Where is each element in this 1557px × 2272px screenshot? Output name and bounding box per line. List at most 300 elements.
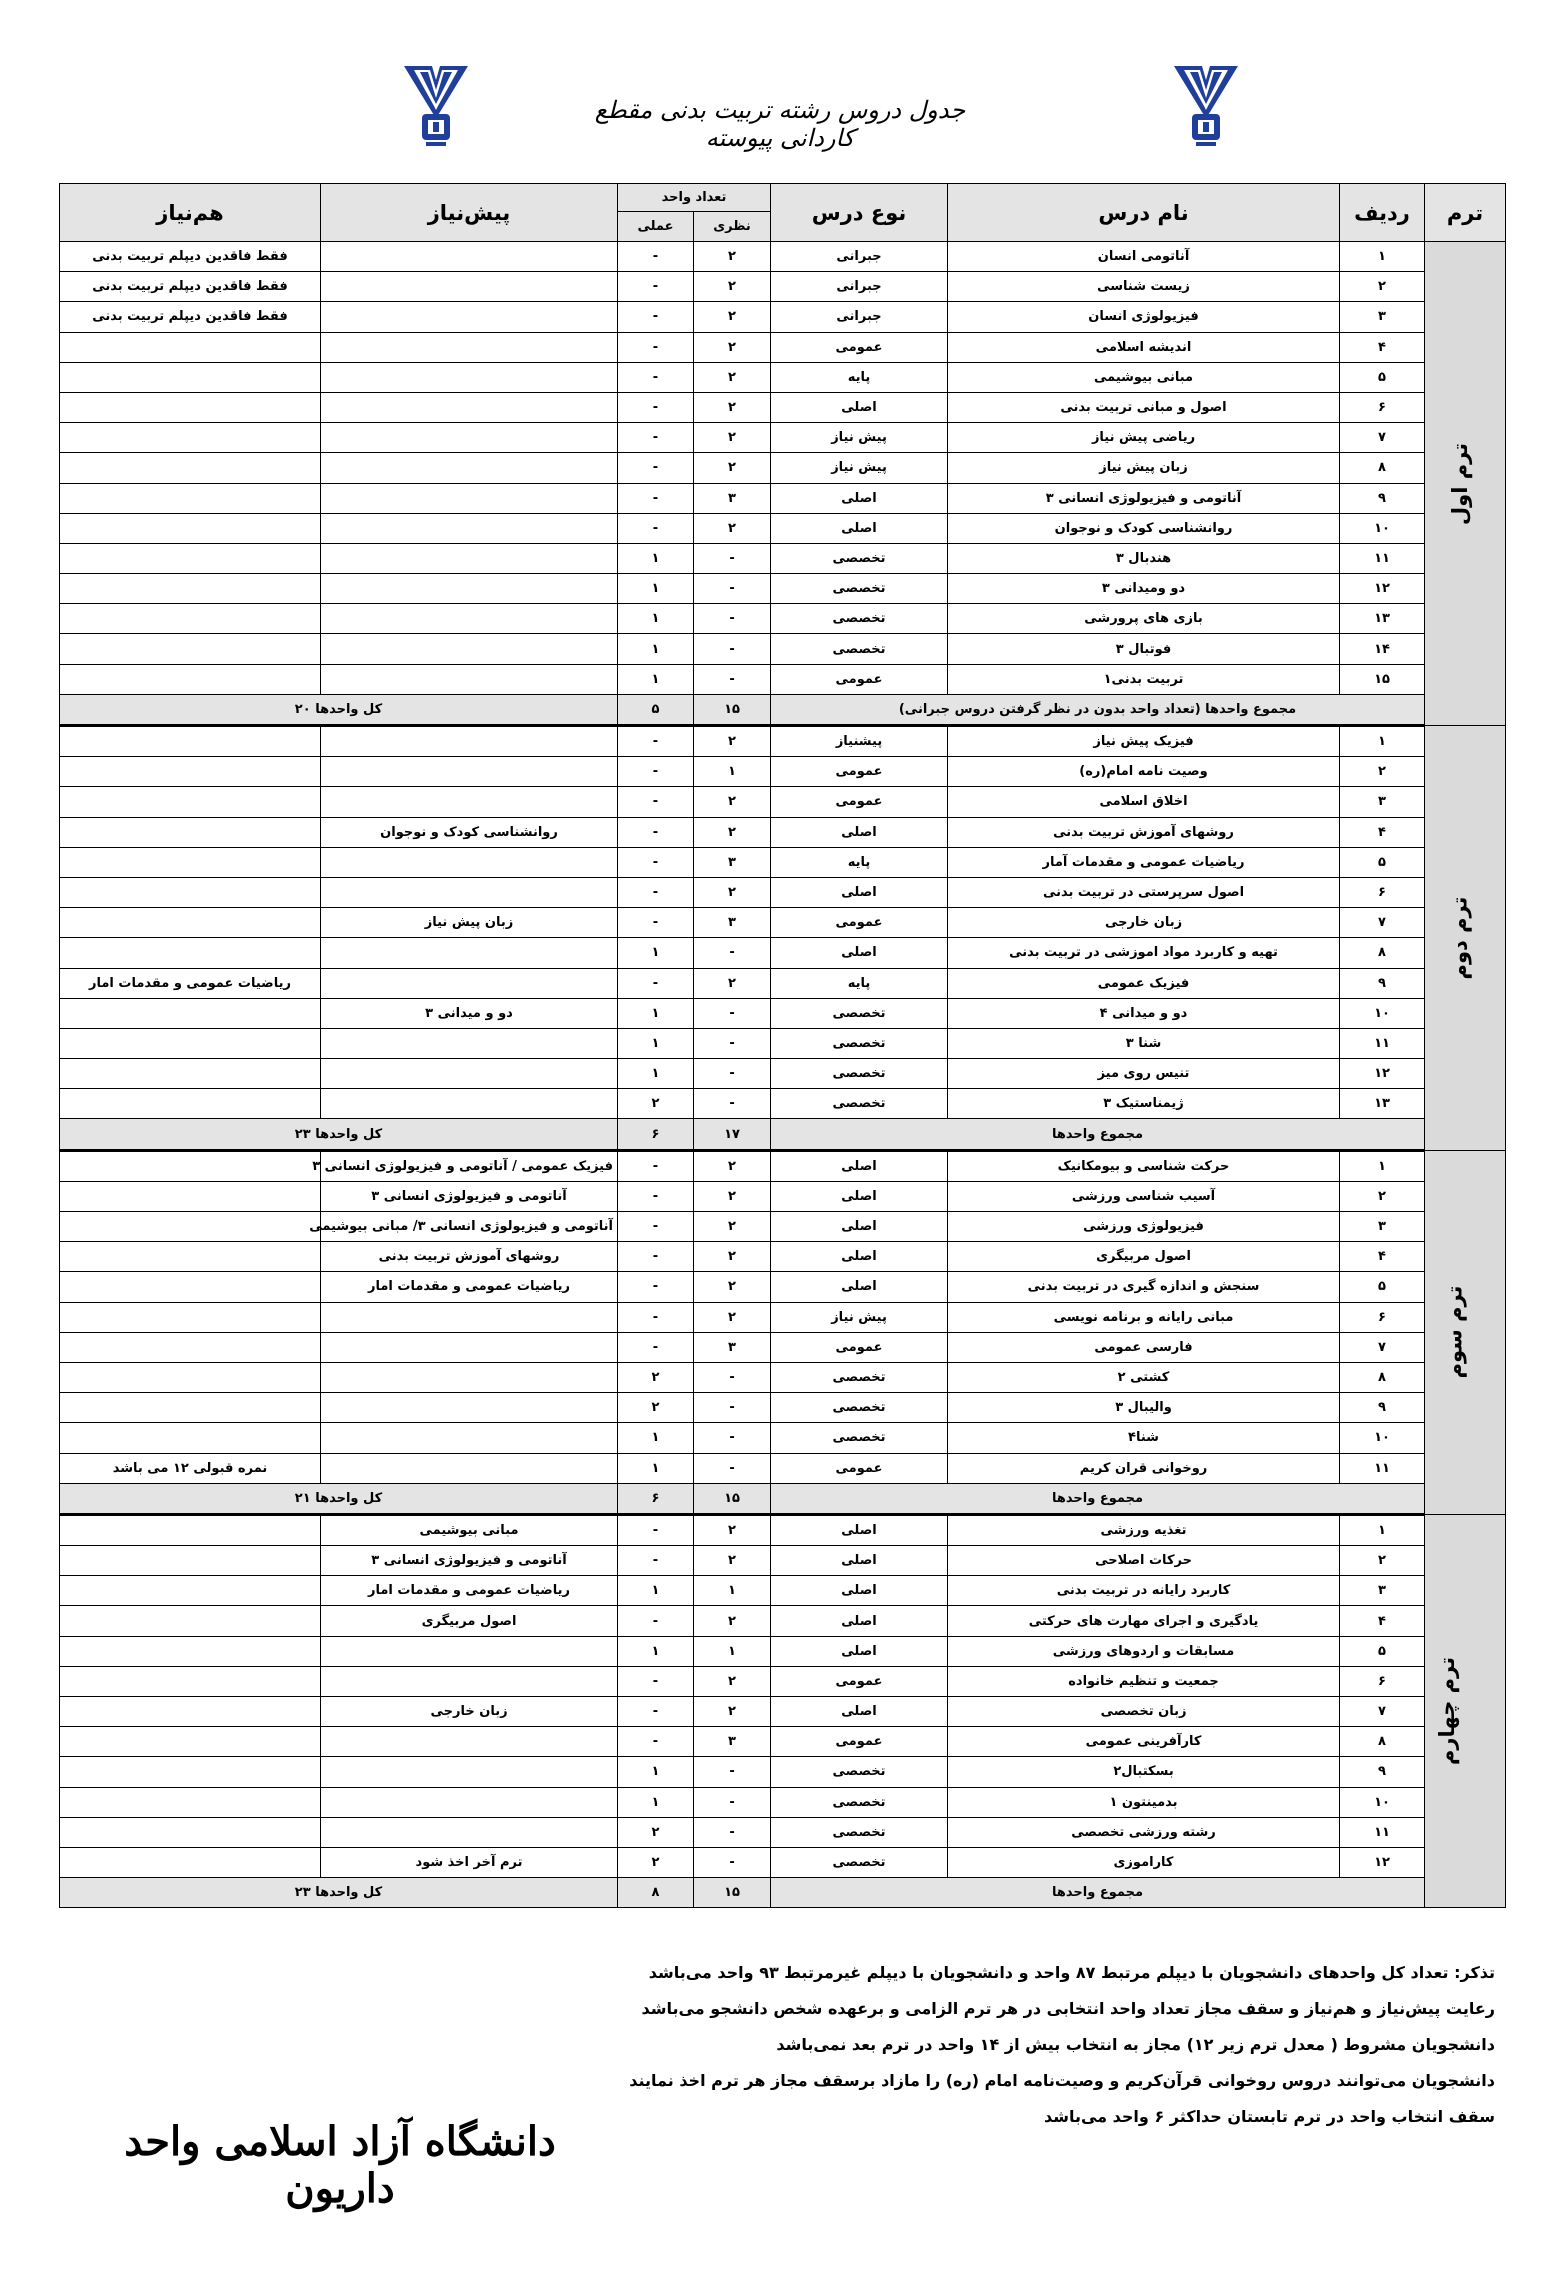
- course-type: عمومی: [771, 664, 948, 694]
- theory-units: -: [694, 1028, 771, 1058]
- table-row: [60, 1028, 1506, 1058]
- corequisite: فقط فاقدین دیپلم تربیت بدنی: [60, 242, 321, 272]
- theory-units: ۲: [694, 1697, 771, 1727]
- summary-practical: ۵: [618, 694, 694, 725]
- course-type: تخصصی: [771, 1393, 948, 1423]
- course-name: ژیمناستیک ۳: [948, 1089, 1340, 1119]
- row-number: ۶: [1340, 1666, 1425, 1696]
- theory-units: ۲: [694, 453, 771, 483]
- table-row: [60, 423, 1506, 453]
- course-name: مبانی رایانه و برنامه نویسی: [948, 1302, 1340, 1332]
- practical-units: ۱: [618, 938, 694, 968]
- theory-units: ۳: [694, 483, 771, 513]
- summary-total: کل واحدها ۲۰: [60, 694, 618, 725]
- table-row: [60, 1787, 1506, 1817]
- prerequisite: آناتومی و فیزیولوژی انسانی ۳: [321, 1181, 618, 1211]
- summary-label: مجموع واحدها: [771, 1878, 1425, 1908]
- prerequisite: فیزیک عمومی / آناتومی و فیزیولوژی انسانی ۳: [321, 1150, 618, 1181]
- row-number: ۱۱: [1340, 1453, 1425, 1483]
- theory-units: ۳: [694, 1727, 771, 1757]
- table-row: [60, 726, 1506, 757]
- course-name: فیزیولوژی انسان: [948, 302, 1340, 332]
- practical-units: -: [618, 1212, 694, 1242]
- corequisite: [60, 1847, 321, 1877]
- corequisite: [60, 513, 321, 543]
- course-name: تنیس روی میز: [948, 1059, 1340, 1089]
- table-row: [60, 1393, 1506, 1423]
- course-name: کاربرد رایانه در تربیت بدنی: [948, 1576, 1340, 1606]
- theory-units: -: [694, 1847, 771, 1877]
- theory-units: -: [694, 1423, 771, 1453]
- summary-theory: ۱۷: [694, 1119, 771, 1150]
- theory-units: ۲: [694, 1150, 771, 1181]
- table-row: [60, 1332, 1506, 1362]
- summary-total: کل واحدها ۲۱: [60, 1483, 618, 1514]
- course-type: اصلی: [771, 1636, 948, 1666]
- notes-section: [560, 1955, 1495, 2135]
- course-type: اصلی: [771, 1546, 948, 1576]
- prerequisite: [321, 543, 618, 573]
- note-line: دانشجویان مشروط ( معدل ترم زیر ۱۲) مجاز به انتخاب بیش از ۱۴ واحد در ترم بعد نمی‌باشد: [776, 2035, 1495, 2054]
- theory-units: ۳: [694, 847, 771, 877]
- summary-total: کل واحدها ۲۳: [60, 1119, 618, 1150]
- row-number: ۳: [1340, 1576, 1425, 1606]
- row-number: ۸: [1340, 938, 1425, 968]
- course-type: تخصصی: [771, 1089, 948, 1119]
- theory-units: ۱: [694, 1576, 771, 1606]
- corequisite: [60, 483, 321, 513]
- row-number: ۲: [1340, 272, 1425, 302]
- course-type: عمومی: [771, 1332, 948, 1362]
- row-number: ۱: [1340, 1514, 1425, 1545]
- table-row: [60, 513, 1506, 543]
- row-number: ۱۲: [1340, 1847, 1425, 1877]
- course-type: جبرانی: [771, 302, 948, 332]
- course-type: تخصصی: [771, 1423, 948, 1453]
- course-type: اصلی: [771, 877, 948, 907]
- course-type: پیش نیاز: [771, 1302, 948, 1332]
- practical-units: -: [618, 847, 694, 877]
- corequisite: [60, 1302, 321, 1332]
- theory-units: ۲: [694, 392, 771, 422]
- row-number: ۹: [1340, 968, 1425, 998]
- summary-label: مجموع واحدها: [771, 1483, 1425, 1514]
- term-label: [1425, 1514, 1506, 1907]
- header-theory: نظری: [694, 212, 771, 242]
- table-row: [60, 1847, 1506, 1877]
- course-name: یادگیری و اجرای مهارت های حرکتی: [948, 1606, 1340, 1636]
- prerequisite: [321, 392, 618, 422]
- course-type: اصلی: [771, 1212, 948, 1242]
- practical-units: -: [618, 968, 694, 998]
- practical-units: ۱: [618, 1423, 694, 1453]
- theory-units: -: [694, 1453, 771, 1483]
- row-number: ۱۴: [1340, 634, 1425, 664]
- course-name: روخوانی قران کریم: [948, 1453, 1340, 1483]
- practical-units: -: [618, 1546, 694, 1576]
- corequisite: ریاضیات عمومی و مقدمات امار: [60, 968, 321, 998]
- term-name: ترم اول: [1447, 442, 1472, 525]
- theory-units: ۲: [694, 1272, 771, 1302]
- row-number: ۶: [1340, 392, 1425, 422]
- theory-units: ۳: [694, 908, 771, 938]
- table-row: [60, 817, 1506, 847]
- header-course-name: نام درس: [948, 184, 1340, 242]
- course-name: هندبال ۳: [948, 543, 1340, 573]
- course-name: آسیب شناسی ورزشی: [948, 1181, 1340, 1211]
- table-row: [60, 1089, 1506, 1119]
- prerequisite: [321, 1362, 618, 1392]
- header-prerequisite: پیش‌نیاز: [321, 184, 618, 242]
- row-number: ۴: [1340, 1606, 1425, 1636]
- row-number: ۱۱: [1340, 1028, 1425, 1058]
- table-row: [60, 1514, 1506, 1545]
- table-row: [60, 1757, 1506, 1787]
- practical-units: ۲: [618, 1847, 694, 1877]
- practical-units: -: [618, 302, 694, 332]
- corequisite: [60, 1089, 321, 1119]
- header-practical: عملی: [618, 212, 694, 242]
- practical-units: -: [618, 1666, 694, 1696]
- practical-units: -: [618, 1606, 694, 1636]
- prerequisite: [321, 938, 618, 968]
- theory-units: ۲: [694, 242, 771, 272]
- table-row: [60, 1242, 1506, 1272]
- prerequisite: زبان پیش نیاز: [321, 908, 618, 938]
- practical-units: -: [618, 332, 694, 362]
- course-type: عمومی: [771, 1666, 948, 1696]
- course-name: آناتومی و فیزیولوژی انسانی ۳: [948, 483, 1340, 513]
- course-type: پیشنیاز: [771, 726, 948, 757]
- corequisite: [60, 1181, 321, 1211]
- prerequisite: [321, 574, 618, 604]
- practical-units: -: [618, 1272, 694, 1302]
- row-number: ۷: [1340, 1332, 1425, 1362]
- practical-units: ۲: [618, 1089, 694, 1119]
- corequisite: [60, 877, 321, 907]
- course-name: فیزیولوژی ورزشی: [948, 1212, 1340, 1242]
- summary-theory: ۱۵: [694, 694, 771, 725]
- theory-units: ۲: [694, 1546, 771, 1576]
- prerequisite: ریاضیات عمومی و مقدمات امار: [321, 1576, 618, 1606]
- course-type: پیش نیاز: [771, 423, 948, 453]
- course-name: حرکت شناسی و بیومکانیک: [948, 1150, 1340, 1181]
- azad-university-emblem-icon: [1170, 62, 1242, 154]
- course-type: اصلی: [771, 1697, 948, 1727]
- corequisite: [60, 1028, 321, 1058]
- course-name: دو ومیدانی ۳: [948, 574, 1340, 604]
- table-row: [60, 664, 1506, 694]
- course-name: کشتی ۲: [948, 1362, 1340, 1392]
- theory-units: -: [694, 604, 771, 634]
- corequisite: [60, 634, 321, 664]
- row-number: ۱۰: [1340, 1787, 1425, 1817]
- course-name: مبانی بیوشیمی: [948, 362, 1340, 392]
- prerequisite: [321, 726, 618, 757]
- corequisite: [60, 332, 321, 362]
- table-row: [60, 968, 1506, 998]
- row-number: ۳: [1340, 787, 1425, 817]
- table-row: [60, 1272, 1506, 1302]
- row-number: ۴: [1340, 1242, 1425, 1272]
- practical-units: -: [618, 1514, 694, 1545]
- prerequisite: [321, 1727, 618, 1757]
- row-number: ۷: [1340, 423, 1425, 453]
- theory-units: -: [694, 1787, 771, 1817]
- prerequisite: [321, 483, 618, 513]
- table-row: [60, 634, 1506, 664]
- row-number: ۹: [1340, 1393, 1425, 1423]
- course-name: اصول سرپرستی در تربیت بدنی: [948, 877, 1340, 907]
- course-type: تخصصی: [771, 1028, 948, 1058]
- practical-units: -: [618, 1332, 694, 1362]
- course-type: عمومی: [771, 332, 948, 362]
- row-number: ۵: [1340, 362, 1425, 392]
- theory-units: ۲: [694, 302, 771, 332]
- course-name: تهیه و کاربرد مواد اموزشی در تربیت بدنی: [948, 938, 1340, 968]
- term-label: [1425, 242, 1506, 726]
- prerequisite: [321, 453, 618, 483]
- course-type: عمومی: [771, 787, 948, 817]
- corequisite: [60, 1727, 321, 1757]
- theory-units: ۲: [694, 1302, 771, 1332]
- course-name: اصول و مبانی تربیت بدنی: [948, 392, 1340, 422]
- corequisite: [60, 787, 321, 817]
- corequisite: [60, 1697, 321, 1727]
- practical-units: -: [618, 726, 694, 757]
- course-type: تخصصی: [771, 1757, 948, 1787]
- table-row: [60, 1666, 1506, 1696]
- note-line: رعایت پیش‌نیاز و هم‌نیاز و سقف مجاز تعداد واحد انتخابی در هر ترم الزامی و برعهده شخص دانشجو می‌باشد: [641, 1999, 1495, 2018]
- summary-practical: ۶: [618, 1119, 694, 1150]
- course-name: اصول مربیگری: [948, 1242, 1340, 1272]
- practical-units: -: [618, 757, 694, 787]
- theory-units: ۱: [694, 757, 771, 787]
- course-type: اصلی: [771, 1181, 948, 1211]
- table-row: [60, 1212, 1506, 1242]
- prerequisite: روشهای آموزش تربیت بدنی: [321, 1242, 618, 1272]
- course-name: جمعیت و تنظیم خانواده: [948, 1666, 1340, 1696]
- practical-units: ۲: [618, 1817, 694, 1847]
- practical-units: ۲: [618, 1362, 694, 1392]
- course-name: والیبال ۳: [948, 1393, 1340, 1423]
- corequisite: [60, 757, 321, 787]
- corequisite: [60, 998, 321, 1028]
- course-table: [59, 183, 1506, 1908]
- course-type: تخصصی: [771, 634, 948, 664]
- course-name: رشته ورزشی تخصصی: [948, 1817, 1340, 1847]
- prerequisite: [321, 242, 618, 272]
- practical-units: ۱: [618, 1059, 694, 1089]
- course-name: مسابقات و اردوهای ورزشی: [948, 1636, 1340, 1666]
- theory-units: -: [694, 543, 771, 573]
- course-name: وصیت نامه امام(ره): [948, 757, 1340, 787]
- table-row: [60, 302, 1506, 332]
- row-number: ۴: [1340, 332, 1425, 362]
- header-course-type: نوع درس: [771, 184, 948, 242]
- row-number: ۲: [1340, 1181, 1425, 1211]
- corequisite: [60, 453, 321, 483]
- course-name: شنا ۳: [948, 1028, 1340, 1058]
- corequisite: [60, 1514, 321, 1545]
- theory-units: -: [694, 634, 771, 664]
- practical-units: ۱: [618, 543, 694, 573]
- practical-units: -: [618, 453, 694, 483]
- course-type: تخصصی: [771, 604, 948, 634]
- course-type: پیش نیاز: [771, 453, 948, 483]
- note-line: سقف انتخاب واحد در ترم تابستان حداکثر ۶ واحد می‌باشد: [1044, 2107, 1495, 2126]
- course-name: فارسی عمومی: [948, 1332, 1340, 1362]
- practical-units: ۱: [618, 1787, 694, 1817]
- practical-units: ۱: [618, 574, 694, 604]
- practical-units: ۲: [618, 1393, 694, 1423]
- term-summary-row: [60, 1878, 1506, 1908]
- course-type: عمومی: [771, 1727, 948, 1757]
- practical-units: ۱: [618, 634, 694, 664]
- table-row: [60, 1423, 1506, 1453]
- table-row: [60, 272, 1506, 302]
- course-type: پایه: [771, 847, 948, 877]
- corequisite: [60, 726, 321, 757]
- corequisite: [60, 908, 321, 938]
- theory-units: ۲: [694, 423, 771, 453]
- course-type: اصلی: [771, 1514, 948, 1545]
- prerequisite: [321, 757, 618, 787]
- prerequisite: [321, 1817, 618, 1847]
- theory-units: ۲: [694, 272, 771, 302]
- summary-total: کل واحدها ۲۳: [60, 1878, 618, 1908]
- row-number: ۱: [1340, 726, 1425, 757]
- row-number: ۶: [1340, 1302, 1425, 1332]
- table-row: [60, 332, 1506, 362]
- theory-units: -: [694, 1059, 771, 1089]
- course-type: جبرانی: [771, 242, 948, 272]
- row-number: ۳: [1340, 1212, 1425, 1242]
- row-number: ۴: [1340, 817, 1425, 847]
- summary-theory: ۱۵: [694, 1483, 771, 1514]
- prerequisite: [321, 1453, 618, 1483]
- row-number: ۷: [1340, 908, 1425, 938]
- course-type: تخصصی: [771, 543, 948, 573]
- table-row: [60, 1606, 1506, 1636]
- prerequisite: [321, 968, 618, 998]
- course-type: تخصصی: [771, 1059, 948, 1089]
- corequisite: [60, 1817, 321, 1847]
- summary-label: مجموع واحدها (تعداد واحد بدون در نظر گرفتن دروس جبرانی): [771, 694, 1425, 725]
- table-row: [60, 453, 1506, 483]
- theory-units: -: [694, 1757, 771, 1787]
- course-name: کارآفرینی عمومی: [948, 1727, 1340, 1757]
- term-summary-row: [60, 1483, 1506, 1514]
- course-name: اخلاق اسلامی: [948, 787, 1340, 817]
- header-row: ردیف: [1340, 184, 1425, 242]
- practical-units: -: [618, 242, 694, 272]
- prerequisite: [321, 423, 618, 453]
- course-type: پایه: [771, 968, 948, 998]
- theory-units: ۲: [694, 1666, 771, 1696]
- corequisite: [60, 543, 321, 573]
- practical-units: -: [618, 1242, 694, 1272]
- corequisite: [60, 817, 321, 847]
- summary-label: مجموع واحدها: [771, 1119, 1425, 1150]
- course-type: اصلی: [771, 513, 948, 543]
- corequisite: [60, 1272, 321, 1302]
- theory-units: ۲: [694, 787, 771, 817]
- prerequisite: [321, 1028, 618, 1058]
- table-row: [60, 362, 1506, 392]
- practical-units: -: [618, 1181, 694, 1211]
- table-row: [60, 1697, 1506, 1727]
- theory-units: -: [694, 1089, 771, 1119]
- table-row: [60, 1059, 1506, 1089]
- corequisite: [60, 362, 321, 392]
- row-number: ۱۰: [1340, 1423, 1425, 1453]
- corequisite: [60, 1362, 321, 1392]
- course-name: بازی های پرورشی: [948, 604, 1340, 634]
- term-summary-row: [60, 1119, 1506, 1150]
- course-name: آناتومی انسان: [948, 242, 1340, 272]
- course-name: حرکات اصلاحی: [948, 1546, 1340, 1576]
- practical-units: -: [618, 787, 694, 817]
- prerequisite: [321, 1332, 618, 1362]
- note-line: دانشجویان می‌توانند دروس روخوانی قرآن‌کریم و وصیت‌نامه امام (ره) را مازاد برسقف مجاز هر ترم اخذ نمایند: [629, 2071, 1495, 2090]
- prerequisite: [321, 1089, 618, 1119]
- course-type: اصلی: [771, 1242, 948, 1272]
- term-name: ترم چهارم: [1435, 1657, 1460, 1766]
- corequisite: [60, 1150, 321, 1181]
- prerequisite: [321, 634, 618, 664]
- prerequisite: [321, 604, 618, 634]
- table-row: [60, 757, 1506, 787]
- prerequisite: آناتومی و فیزیولوژی انسانی ۳: [321, 1546, 618, 1576]
- course-name: بسکتبال۲: [948, 1757, 1340, 1787]
- corequisite: [60, 604, 321, 634]
- theory-units: -: [694, 998, 771, 1028]
- theory-units: ۲: [694, 332, 771, 362]
- corequisite: [60, 1546, 321, 1576]
- course-type: اصلی: [771, 1606, 948, 1636]
- row-number: ۵: [1340, 847, 1425, 877]
- header-corequisite: هم‌نیاز: [60, 184, 321, 242]
- document-title: جدول دروس رشته تربیت بدنی مقطع کاردانی پیوسته: [594, 96, 966, 152]
- row-number: ۸: [1340, 453, 1425, 483]
- row-number: ۱۱: [1340, 543, 1425, 573]
- prerequisite: [321, 847, 618, 877]
- corequisite: [60, 1332, 321, 1362]
- course-type: اصلی: [771, 483, 948, 513]
- table-row: [60, 1576, 1506, 1606]
- course-type: تخصصی: [771, 574, 948, 604]
- practical-units: -: [618, 362, 694, 392]
- prerequisite: [321, 1757, 618, 1787]
- course-type: عمومی: [771, 1453, 948, 1483]
- practical-units: -: [618, 1727, 694, 1757]
- prerequisite: [321, 664, 618, 694]
- theory-units: ۲: [694, 1242, 771, 1272]
- corequisite: [60, 1423, 321, 1453]
- row-number: ۷: [1340, 1697, 1425, 1727]
- prerequisite: [321, 1666, 618, 1696]
- row-number: ۹: [1340, 483, 1425, 513]
- course-type: عمومی: [771, 757, 948, 787]
- practical-units: -: [618, 1150, 694, 1181]
- prerequisite: [321, 332, 618, 362]
- course-type: تخصصی: [771, 998, 948, 1028]
- practical-units: -: [618, 908, 694, 938]
- practical-units: -: [618, 1302, 694, 1332]
- row-number: ۱۲: [1340, 574, 1425, 604]
- course-name: روانشناسی کودک و نوجوان: [948, 513, 1340, 543]
